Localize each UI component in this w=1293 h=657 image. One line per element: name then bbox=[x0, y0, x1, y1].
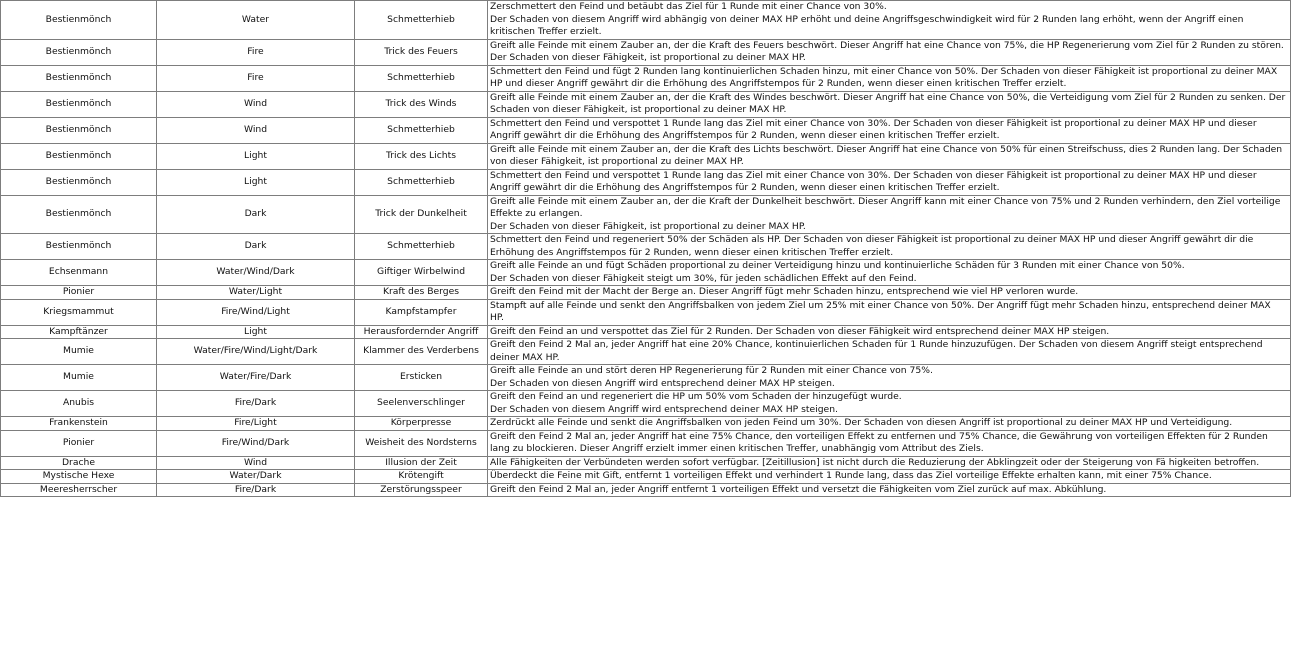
element-cell: Fire/Dark bbox=[157, 483, 355, 497]
element-cell: Wind bbox=[157, 456, 355, 470]
monster-name-cell: Meeresherrscher bbox=[1, 483, 157, 497]
skill-name-cell: Kampfstampfer bbox=[355, 299, 488, 325]
skill-description-cell: Greift alle Feinde an und stört deren HP Regenerierung für 2 Runden mit einer Chance von 75%. Der Schaden von diesen Angriff wird entsprechend deiner MAX HP steigen. bbox=[488, 365, 1291, 391]
element-cell: Fire/Wind/Light bbox=[157, 299, 355, 325]
table-row bbox=[1, 91, 1291, 117]
monster-name-cell: Kriegsmammut bbox=[1, 299, 157, 325]
skill-name-cell: Illusion der Zeit bbox=[355, 456, 488, 470]
skill-name-cell: Kraft des Berges bbox=[355, 286, 488, 300]
skill-description-cell: Greift den Feind an und verspottet das Ziel für 2 Runden. Der Schaden von dieser Fähigkeit wird entsprechend deiner MAX HP steigen. bbox=[488, 325, 1291, 339]
skill-name-cell: Herausfordernder Angriff bbox=[355, 325, 488, 339]
skill-description-cell: Stampft auf alle Feinde und senkt den Angriffsbalken von jedem Ziel um 25% mit einer Chance von 50%. Der Angriff fügt mehr Schaden hinzu, entsprechend deiner MAX HP. bbox=[488, 299, 1291, 325]
table-row bbox=[1, 143, 1291, 169]
skill-name-cell: Klammer des Verderbens bbox=[355, 339, 488, 365]
table-row bbox=[1, 286, 1291, 300]
monster-name-cell: Bestienmönch bbox=[1, 39, 157, 65]
table-row bbox=[1, 195, 1291, 234]
monster-name-cell: Bestienmönch bbox=[1, 169, 157, 195]
table-row bbox=[1, 169, 1291, 195]
skill-description-cell: Schmettert den Feind und fügt 2 Runden lang kontinuierlichen Schaden hinzu, mit einer Chance von 50%. Der Schaden von dieser Fähigkeit ist proportional zu deiner MAX HP und dieser Angriff gewährt dir die Erhöhung des Angriffstempos für 2 Runden, wenn dieser einen kritischen Treffer erzielt. bbox=[488, 65, 1291, 91]
skill-name-cell: Körperpresse bbox=[355, 417, 488, 431]
skill-description-cell: Überdeckt die Feine mit Gift, entfernt 1 vorteiligen Effekt und verhindert 1 Runde lang, dass das Ziel vorteilige Effekte erhalten kann, mit einer 75% Chance. bbox=[488, 470, 1291, 484]
monster-name-cell: Echsenmann bbox=[1, 260, 157, 286]
monster-name-cell: Pionier bbox=[1, 430, 157, 456]
element-cell: Water/Wind/Dark bbox=[157, 260, 355, 286]
monster-name-cell: Bestienmönch bbox=[1, 117, 157, 143]
skill-description-cell: Greift den Feind 2 Mal an, jeder Angriff hat eine 20% Chance, kontinuierlichen Schaden für 1 Runde hinzuzufügen. Der Schaden von diesem Angriff steigt entsprechend deiner MAX HP. bbox=[488, 339, 1291, 365]
skill-description-cell: Greift alle Feinde mit einem Zauber an, der die Kraft des Feuers beschwört. Dieser Angriff hat eine Chance von 75%, die HP Regenerierung vom Ziel für 2 Runden zu stören. Der Schaden von dieser Fähigkeit, ist proportional zu deiner MAX HP. bbox=[488, 39, 1291, 65]
monster-name-cell: Mumie bbox=[1, 339, 157, 365]
monster-name-cell: Anubis bbox=[1, 391, 157, 417]
table-row bbox=[1, 339, 1291, 365]
skill-table-body bbox=[1, 1, 1291, 497]
monster-name-cell: Mystische Hexe bbox=[1, 470, 157, 484]
skill-description-cell: Greift alle Feinde mit einem Zauber an, der die Kraft des Windes beschwört. Dieser Angriff hat eine Chance von 50%, die Verteidigung vom Ziel für 2 Runden zu senken. Der Schaden von dieser Fähigkeit, ist proportional zu deiner MAX HP. bbox=[488, 91, 1291, 117]
monster-name-cell: Frankenstein bbox=[1, 417, 157, 431]
skill-name-cell: Trick der Dunkelheit bbox=[355, 195, 488, 234]
table-row bbox=[1, 1, 1291, 40]
element-cell: Water/Fire/Dark bbox=[157, 365, 355, 391]
skill-name-cell: Schmetterhieb bbox=[355, 234, 488, 260]
skill-description-cell: Schmettert den Feind und verspottet 1 Runde lang das Ziel mit einer Chance von 30%. Der Schaden von dieser Fähigkeit ist proportional zu deiner MAX HP und dieser Angriff gewährt dir die Erhöhung des Angriffstempos für 2 Runden, wenn dieser einen kritischen Treffer erzielt. bbox=[488, 117, 1291, 143]
element-cell: Water/Light bbox=[157, 286, 355, 300]
monster-name-cell: Bestienmönch bbox=[1, 65, 157, 91]
element-cell: Dark bbox=[157, 234, 355, 260]
table-row bbox=[1, 417, 1291, 431]
skill-name-cell: Schmetterhieb bbox=[355, 117, 488, 143]
skill-description-cell: Schmettert den Feind und verspottet 1 Runde lang das Ziel mit einer Chance von 30%. Der Schaden von dieser Fähigkeit ist proportional zu deiner MAX HP und dieser Angriff gewährt dir die Erhöhung des Angriffstempos für 2 Runden, wenn dieser einen kritischen Treffer erzielt. bbox=[488, 169, 1291, 195]
monster-name-cell: Bestienmönch bbox=[1, 1, 157, 40]
table-row bbox=[1, 391, 1291, 417]
element-cell: Wind bbox=[157, 91, 355, 117]
table-row bbox=[1, 470, 1291, 484]
element-cell: Fire bbox=[157, 65, 355, 91]
table-row bbox=[1, 430, 1291, 456]
element-cell: Dark bbox=[157, 195, 355, 234]
skill-name-cell: Ersticken bbox=[355, 365, 488, 391]
table-row bbox=[1, 234, 1291, 260]
skill-name-cell: Trick des Feuers bbox=[355, 39, 488, 65]
table-row bbox=[1, 39, 1291, 65]
table-row bbox=[1, 483, 1291, 497]
skill-description-cell: Zerdrückt alle Feinde und senkt die Angriffsbalken von jeden Feind um 30%. Der Schaden von diesen Angriff ist proportional zu deiner MAX HP und Verteidigung. bbox=[488, 417, 1291, 431]
monster-name-cell: Bestienmönch bbox=[1, 143, 157, 169]
element-cell: Fire bbox=[157, 39, 355, 65]
skill-description-cell: Alle Fähigkeiten der Verbündeten werden sofort verfügbar. [Zeitillusion] ist nicht durch die Reduzierung der Abklingzeit oder der Steigerung von Fä higkeiten betroffen. bbox=[488, 456, 1291, 470]
element-cell: Light bbox=[157, 169, 355, 195]
skill-name-cell: Zerstörungsspeer bbox=[355, 483, 488, 497]
skill-name-cell: Trick des Winds bbox=[355, 91, 488, 117]
skill-name-cell: Seelenverschlinger bbox=[355, 391, 488, 417]
skill-name-cell: Weisheit des Nordsterns bbox=[355, 430, 488, 456]
skill-name-cell: Schmetterhieb bbox=[355, 169, 488, 195]
skill-name-cell: Giftiger Wirbelwind bbox=[355, 260, 488, 286]
skill-name-cell: Schmetterhieb bbox=[355, 65, 488, 91]
skill-name-cell: Schmetterhieb bbox=[355, 1, 488, 40]
element-cell: Light bbox=[157, 325, 355, 339]
skill-description-cell: Greift den Feind an und regeneriert die HP um 50% vom Schaden der hinzugefügt wurde. Der Schaden von diesem Angriff wird entsprechend deiner MAX HP steigen. bbox=[488, 391, 1291, 417]
element-cell: Light bbox=[157, 143, 355, 169]
element-cell: Fire/Light bbox=[157, 417, 355, 431]
monster-name-cell: Bestienmönch bbox=[1, 234, 157, 260]
table-row bbox=[1, 456, 1291, 470]
table-row bbox=[1, 117, 1291, 143]
element-cell: Water/Dark bbox=[157, 470, 355, 484]
element-cell: Wind bbox=[157, 117, 355, 143]
monster-name-cell: Bestienmönch bbox=[1, 195, 157, 234]
monster-name-cell: Bestienmönch bbox=[1, 91, 157, 117]
element-cell: Water bbox=[157, 1, 355, 40]
element-cell: Fire/Wind/Dark bbox=[157, 430, 355, 456]
table-row bbox=[1, 299, 1291, 325]
skill-description-cell: Greift alle Feinde mit einem Zauber an, der die Kraft der Dunkelheit beschwört. Dieser Angriff kann mit einer Chance von 75% und 2 Runden verhindern, den Ziel vorteilige Effekte zu erlangen. Der Schaden von dieser Fähigkeit, ist proportional zu deiner MAX HP. bbox=[488, 195, 1291, 234]
element-cell: Water/Fire/Wind/Light/Dark bbox=[157, 339, 355, 365]
table-row bbox=[1, 65, 1291, 91]
element-cell: Fire/Dark bbox=[157, 391, 355, 417]
table-row bbox=[1, 260, 1291, 286]
skill-description-cell: Greift den Feind 2 Mal an, jeder Angriff hat eine 75% Chance, den vorteiligen Effekt zu entfernen und 75% Chance, die Gewährung von vorteiligen Effekten für 2 Runden lang zu blockieren. Dieser Angriff erzielt immer einen kritischen Treffer, unabhängig vom Attribut des Ziels. bbox=[488, 430, 1291, 456]
skill-description-cell: Greift alle Feinde mit einem Zauber an, der die Kraft des Lichts beschwört. Dieser Angriff hat eine Chance von 50% für einen Streifschuss, dies 2 Runden lang. Der Schaden von dieser Fähigkeit, ist proportional zu deiner MAX HP. bbox=[488, 143, 1291, 169]
skill-name-cell: Trick des Lichts bbox=[355, 143, 488, 169]
table-row bbox=[1, 325, 1291, 339]
monster-name-cell: Mumie bbox=[1, 365, 157, 391]
monster-name-cell: Drache bbox=[1, 456, 157, 470]
skill-description-cell: Greift alle Feinde an und fügt Schäden proportional zu deiner Verteidigung hinzu und kontinuierliche Schäden für 3 Runden mit einer Chance von 50%. Der Schaden von dieser Fähigkeit steigt um 30%, für jeden schädlichen Effekt auf den Feind. bbox=[488, 260, 1291, 286]
skill-description-cell: Greift den Feind mit der Macht der Berge an. Dieser Angriff fügt mehr Schaden hinzu, entsprechend wie viel HP verloren wurde. bbox=[488, 286, 1291, 300]
skill-name-cell: Krötengift bbox=[355, 470, 488, 484]
table-row bbox=[1, 365, 1291, 391]
monster-name-cell: Pionier bbox=[1, 286, 157, 300]
skill-description-cell: Zerschmettert den Feind und betäubt das Ziel für 1 Runde mit einer Chance von 30%. Der Schaden von diesem Angriff wird abhängig von deiner MAX HP erhöht und deine Angriffsgeschwindigkeit wird für 2 Runden lang erhöht, wenn der Angriff einen kritischen Treffer erzielt. bbox=[488, 1, 1291, 40]
skill-description-cell: Greift den Feind 2 Mal an, jeder Angriff entfernt 1 vorteiligen Effekt und versetzt die Fähigkeiten vom Ziel zurück auf max. Abkühlung. bbox=[488, 483, 1291, 497]
skill-description-cell: Schmettert den Feind und regeneriert 50% der Schäden als HP. Der Schaden von dieser Fähigkeit ist proportional zu deiner MAX HP und dieser Angriff gewährt dir die Erhöhung des Angriffstempos für 2 Runden, wenn dieser einen kritischen Treffer erzielt. bbox=[488, 234, 1291, 260]
monster-name-cell: Kampftänzer bbox=[1, 325, 157, 339]
